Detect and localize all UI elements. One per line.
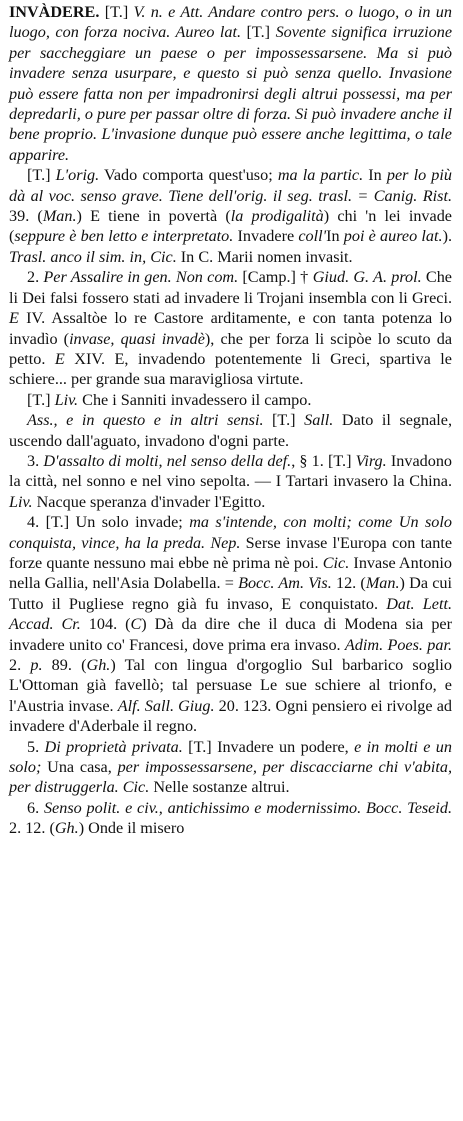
italic-run: Senso polit. e civ., antichissimo e modernissimo. Bocc. Teseid. bbox=[43, 798, 452, 817]
text-run: ) Dà da dire che il duca di Modena sia per invadere unito co' Francesi, dove prima era invaso. bbox=[9, 615, 453, 654]
italic-run: Adim. Poes. par. bbox=[344, 635, 453, 654]
italic-run: L'orig. bbox=[55, 166, 100, 185]
text-run: ) chi 'n lei invade ( bbox=[9, 207, 452, 246]
text-run: Che i Sanniti invadessero il campo. bbox=[78, 390, 312, 409]
text-run: ) Tal con lingua d'orgoglio Sul barbarico soglio L'Ottoman già favellò; tal persuase Le sue schiere al trionfo, e l'Austria invase. bbox=[9, 656, 452, 715]
text-run: [T.] bbox=[263, 411, 305, 430]
text-run: Serse invase l'Europa con tante forze quante nessuno mai ebbe nè prima nè poi. bbox=[9, 533, 452, 572]
text-run: XIV. E, invadendo potentemente li Greci, spartiva le schiere... per grande sua maravigliosa virtute. bbox=[9, 349, 452, 389]
italic-run: e in molti e un solo; bbox=[9, 737, 452, 777]
italic-run: Cic. bbox=[322, 553, 350, 572]
italic-run: V. n. e Att. Andare contro pers. o luogo, o in un luogo, con forza nociva. Aureo lat. bbox=[9, 3, 452, 42]
italic-run: la prodigalità bbox=[230, 207, 324, 226]
text-run: 2. 12. ( bbox=[9, 819, 55, 838]
entry-paragraph bbox=[9, 410, 452, 451]
italic-run: coll' bbox=[298, 227, 327, 246]
italic-run: per impossessarsene, per discacciarne chi v'abita, per distruggerla. Cic. bbox=[9, 758, 452, 797]
italic-run: seppure è ben letto e interpretato. bbox=[14, 227, 234, 246]
text-run: ). bbox=[442, 227, 452, 246]
text-run: 12. ( bbox=[331, 574, 366, 593]
text-run: 89. ( bbox=[42, 656, 87, 674]
text-run: 3. bbox=[27, 451, 44, 470]
italic-run: Bocc. Am. Vis. bbox=[238, 574, 332, 593]
text-run: Nelle sostanze altrui. bbox=[149, 778, 290, 797]
italic-run: poi è aureo lat. bbox=[343, 227, 443, 246]
entry-paragraph bbox=[9, 798, 452, 839]
text-run: [T.] bbox=[27, 166, 56, 185]
italic-run: Sovente significa irruzione per saccheggiare un paese o per impossessarsene. Ma si può invadere senza usurpare, e questo si può senza quello. Invasione può essere fatta non per impadronirsi degli altrui possessi, ma per depredarli, o pure per passar oltre di forza. Si può invadere anche il bene proprio. L'invasione dunque può essere anche legittima, o tale apparire. bbox=[9, 23, 452, 164]
text-run: ) E tiene in povertà ( bbox=[76, 207, 231, 226]
italic-run: Giud. G. A. prol. bbox=[312, 268, 422, 287]
entry-paragraph bbox=[9, 451, 452, 512]
text-run: 2. bbox=[27, 268, 44, 287]
text-run: Invadono la città, nel sonno e nel vino sepolta. — I Tartari invasero la China. bbox=[9, 451, 453, 491]
italic-run: Gh. bbox=[54, 819, 79, 838]
text-run: [T.] bbox=[27, 390, 55, 409]
headword: INVÀDERE. bbox=[9, 3, 100, 21]
text-run: , § 1. [T.] bbox=[291, 451, 356, 470]
text-run: 39. ( bbox=[9, 207, 43, 226]
italic-run: C bbox=[130, 615, 142, 634]
entry-paragraph bbox=[9, 2, 452, 165]
italic-run: Virg. bbox=[355, 451, 387, 470]
text-run: ), che per forza li scipòe lo scuto da petto. bbox=[9, 329, 452, 368]
entry-paragraph bbox=[9, 165, 452, 267]
entry-paragraph bbox=[9, 737, 452, 798]
text-run: In bbox=[363, 166, 387, 185]
text-run: 20. 123. Ogni pensiero ei rivolge ad invadere d'Aderbale il regno. bbox=[9, 696, 452, 736]
italic-run: invase, quasi invadè bbox=[69, 329, 205, 348]
text-run: [Camp.] † bbox=[238, 268, 313, 287]
italic-run: Trasl. anco il sim. in, Cic. bbox=[9, 247, 177, 266]
text-run: In C. Marii nomen invasit. bbox=[176, 247, 353, 266]
entry-paragraph bbox=[9, 512, 452, 736]
text-run: Invadere bbox=[233, 227, 299, 246]
text-run: 2. bbox=[9, 656, 31, 674]
italic-run: ma la partic. bbox=[277, 166, 364, 185]
italic-run: p. bbox=[30, 656, 43, 674]
italic-run: E bbox=[54, 349, 65, 368]
text-run: 6. bbox=[27, 798, 44, 817]
italic-run: Liv. bbox=[9, 492, 33, 511]
text-run: ) Da cui Tutto il Pugliese regno già fu invaso, E conquistato. bbox=[9, 574, 452, 613]
entry-paragraph bbox=[9, 267, 452, 389]
italic-run: Dat. Lett. Accad. Cr. bbox=[9, 594, 453, 634]
entry-paragraph bbox=[9, 390, 452, 410]
italic-run: per lo più dà al voc. senso grave. Tiene dell'orig. il seg. trasl. = Canig. Rist. bbox=[9, 166, 452, 205]
italic-run: Ass., e in questo e in altri sensi. bbox=[27, 411, 264, 430]
text-run: [T.] bbox=[99, 3, 134, 21]
text-run: Che li Dei falsi fossero stati ad invadere li Trojani insembla con li Greci. bbox=[9, 268, 452, 307]
text-run: [T.] Invadere un podere, bbox=[182, 737, 355, 756]
italic-run: Sall. bbox=[304, 411, 334, 430]
text-run: Invase Antonio nella Gallia, nell'Asia Dolabella. = bbox=[9, 553, 452, 593]
text-run: Vado comporta quest'uso; bbox=[99, 166, 278, 185]
italic-run: D'assalto di molti, nel senso della def. bbox=[43, 451, 292, 470]
italic-run: Per Assalire in gen. Non com. bbox=[43, 268, 239, 287]
text-run: Una casa, bbox=[41, 758, 118, 777]
italic-run: Di proprietà privata. bbox=[44, 737, 183, 756]
italic-run: Liv. bbox=[54, 390, 79, 409]
text-run: IV. Assaltòe lo re Castore arditamente, e con tanta potenza lo invadìo ( bbox=[9, 309, 452, 348]
text-run: In bbox=[326, 227, 344, 246]
italic-run: Man. bbox=[365, 574, 400, 593]
italic-run: Man. bbox=[42, 207, 77, 226]
italic-run: E bbox=[9, 309, 19, 328]
text-run: [T.] bbox=[241, 23, 276, 42]
text-run: 104. ( bbox=[80, 615, 131, 634]
text-run: ) Onde il misero bbox=[78, 819, 185, 838]
text-run: Dato il segnale, uscendo dall'aguato, invadono d'ogni parte. bbox=[9, 411, 453, 450]
italic-run: Gh. bbox=[86, 656, 111, 674]
text-run: Nacque speranza d'invader l'Egitto. bbox=[32, 492, 266, 511]
italic-run: Alf. Sall. Giug. bbox=[117, 696, 215, 715]
italic-run: ma s'intende, con molti; come Un solo conquista, vince, ha la preda. Nep. bbox=[9, 513, 452, 552]
text-run: 4. [T.] Un solo invade; bbox=[27, 513, 190, 532]
text-run: 5. bbox=[27, 737, 45, 756]
